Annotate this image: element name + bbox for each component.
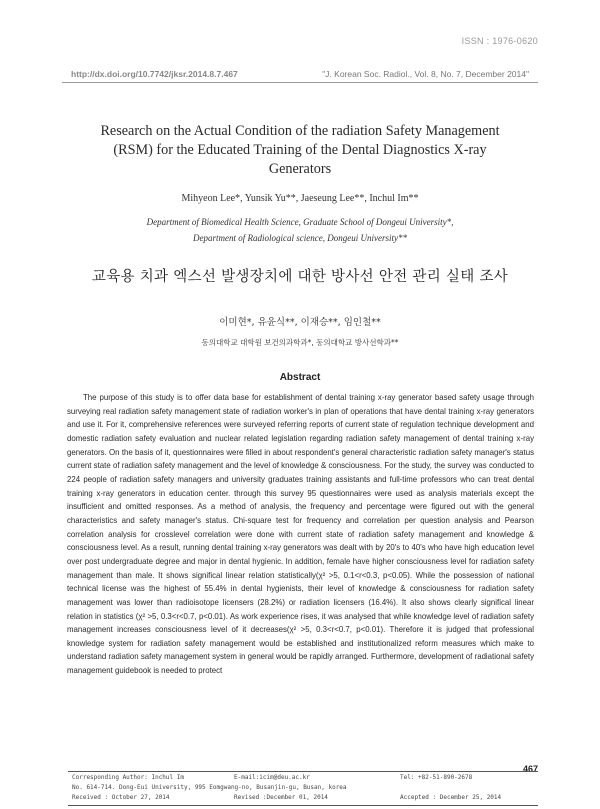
- correspondence-footer: [68, 771, 538, 806]
- title-line-2: (RSM) for the Educated Training of the Dental Diagnostics X-ray: [113, 142, 487, 158]
- page-number: 467: [522, 764, 538, 774]
- revised-date: Revised :December 01, 2014: [234, 794, 328, 801]
- address: No. 614-714. Dong-Eui University, 995 Eomgwang-no, Busanjin-gu, Busan, korea: [72, 784, 347, 791]
- corresponding-author: Corresponding Author: Inchul Im: [72, 774, 184, 781]
- journal-citation: "J. Korean Soc. Radiol., Vol. 8, No. 7, December 2014": [322, 69, 529, 79]
- doi-link[interactable]: http://dx.doi.org/10.7742/jksr.2014.8.7.467: [71, 69, 238, 79]
- title-line-3: Generators: [268, 161, 332, 177]
- accepted-date: Accepted : December 25, 2014: [400, 794, 502, 801]
- telephone: Tel: +82-51-890-2678: [400, 774, 473, 781]
- issn: ISSN : 1976-0620: [461, 36, 538, 46]
- abstract-body: The purpose of this study is to offer data base for establishment of dental training x-ray generator based safety usage through surveying real radiation safety management state of radiation worker's in plan of operations that have dental training x-ray generators and use it. For it, comprehensive references were surveyed referring reports of current state of regulation technique development and domestic radiation safety evaluation and nuclear related legislation regarding radiation safety management of dental training x-ray generators. On the basis of it, questionnaires were filled in about respondent's general characteristic radiation safety manager's status current state of radiation safety management and the level of knowledge & consciousness. For the study, the survey was conducted to 224 people of radiation safety managers and university graduates training assistants and full-time professors who can treat dental training x-ray generators in education center. through this survey 95 questionnaires were used as analysis materials except the insufficient and omitted responses. As a method of analysis, the frequency and percentage were figured out with the general characteristics and safety manager's status. Chi-square test for frequency and correlation per question analysis and Pearson correlation analysis for crosslevel correlation were done with current state of radiation safety management and knowledge & consciousness level. As a result, running dental training x-ray generators was dealt with by 20's to 40's who have high education level over post undergraduate degree and major in dental hygienic. In addition, female have higher consciousness level for radiation safety management than male. It shows significal linear relation statistically(χ² >5, 0.1<r<0.3, p<0.05). While the possession of national technical license was the highest of 55.4% in dental hygienists, their level of knowledge & consciousness for radiation safety management was lower than radioisotope licensers (28.2%) or radiation licensers (16.4%). It also shows clearly significal linear relation in statistics (χ² >5, 0.3<r<0.7, p<0.01). As work experience rises, it was analysed that while knowledge level of radiation safety management increases consciousness level of it decreases(χ² >5, 0.3<r<0.7, p<0.01). Therefore it is judged that professional knowledge system for radiation safety management would be established and institutionalized reform measures which make to understand radiation safety management system in general would be rapidly arranged. Furthermore, development of radiational safety management guidebook is needed to protect: [67, 393, 534, 676]
- received-date: Received : October 27, 2014: [72, 794, 170, 801]
- title-line-1: Research on the Actual Condition of the radiation Safety Management: [100, 123, 500, 139]
- korean-author-list: 이미현*, 유윤식**, 이재승**, 임인철**: [219, 317, 381, 328]
- affiliations: [62, 214, 538, 246]
- korean-title: 교육용 치과 엑스선 발생장치에 대한 방사선 안전 관리 실태 조사: [91, 269, 509, 285]
- header-divider: [62, 82, 538, 83]
- paper-title: [62, 122, 538, 179]
- affiliation-line-1: Department of Biomedical Health Science, Graduate School of Dongeui University*,: [146, 217, 454, 227]
- email: E-mail:icim@deu.ac.kr: [234, 774, 310, 781]
- abstract-heading: Abstract: [279, 372, 321, 383]
- affiliation-line-2: Department of Radiological science, Dongeui University**: [193, 233, 407, 243]
- korean-affiliations: 동의대학교 대학원 보건의과학과*, 동의대학교 방사선학과**: [201, 338, 399, 347]
- author-list: Mihyeon Lee*, Yunsik Yu**, Jaeseung Lee**, Inchul Im**: [181, 193, 419, 204]
